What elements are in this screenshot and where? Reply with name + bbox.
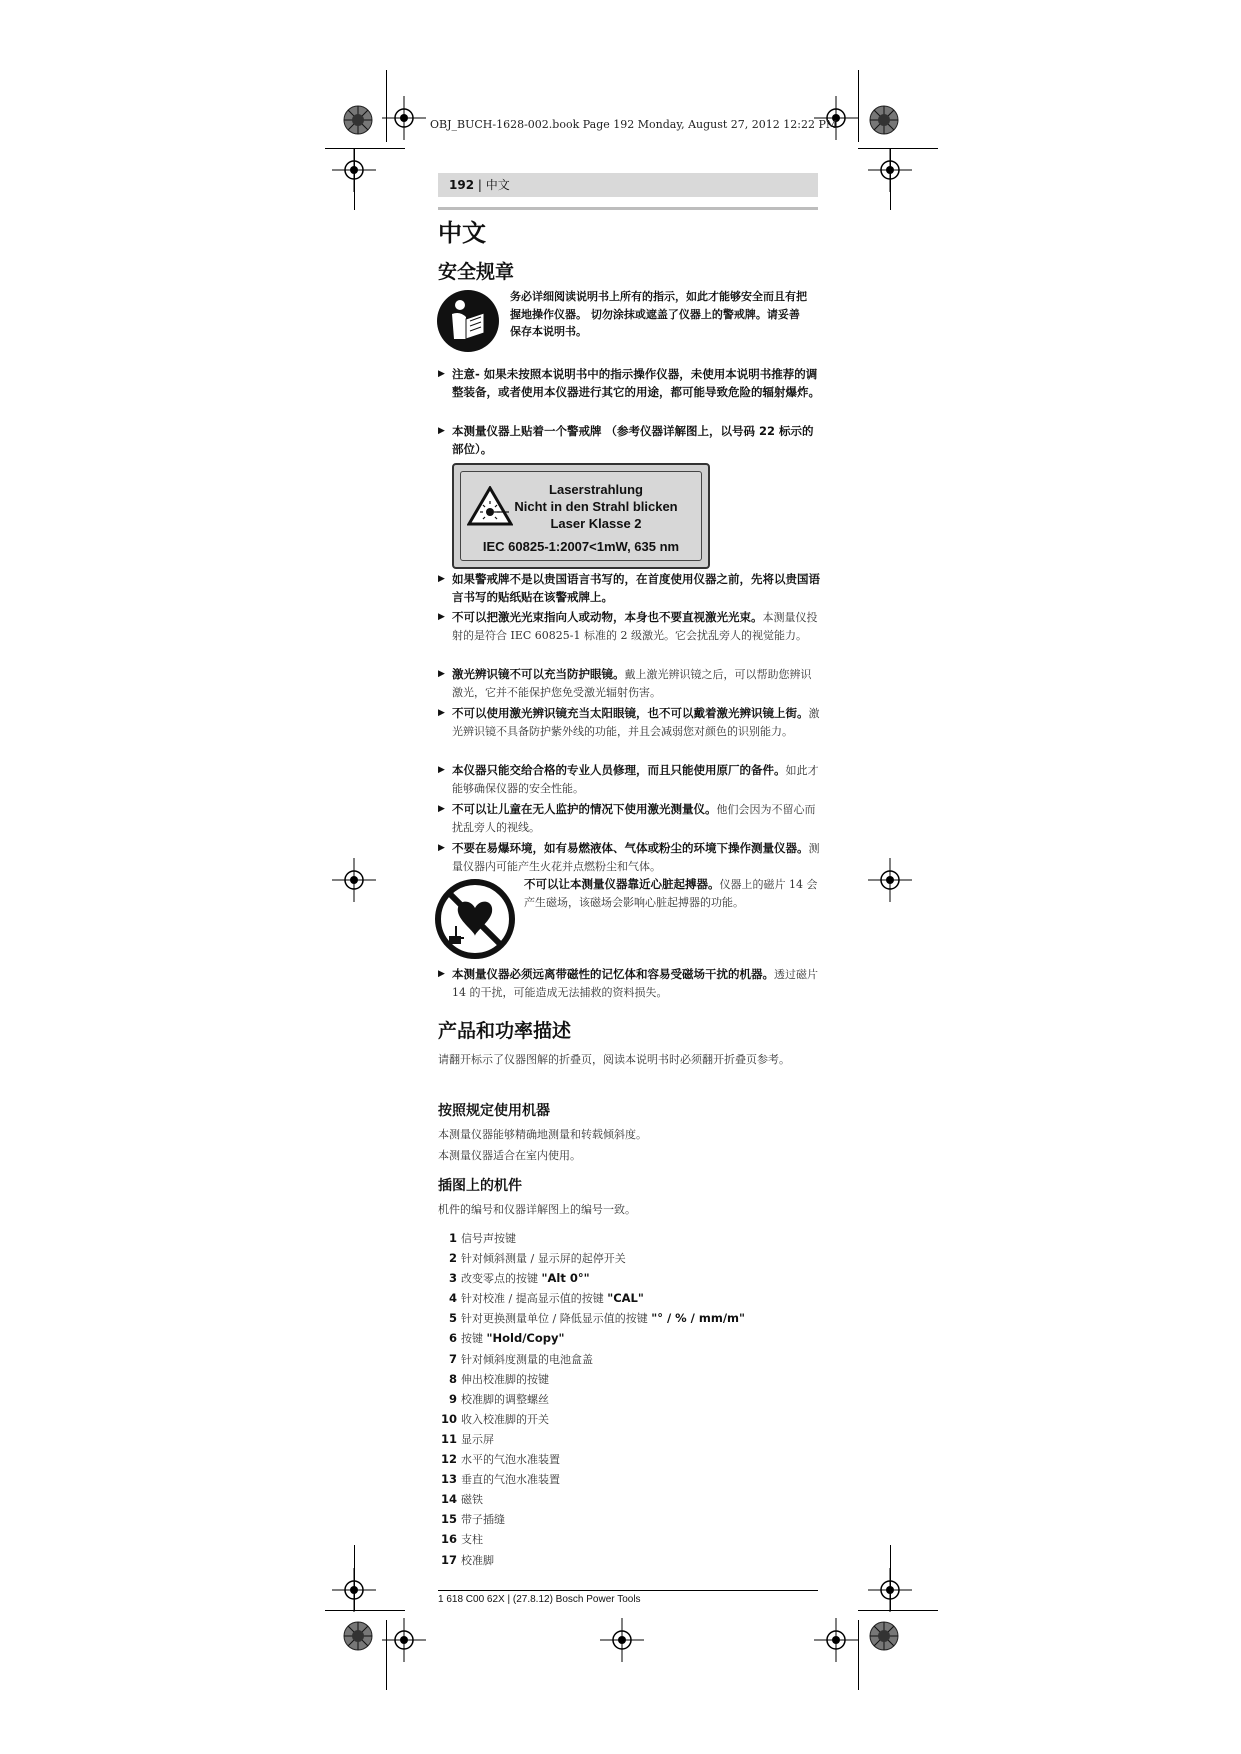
list-item (440, 1489, 745, 1509)
crosshair-icon (600, 1618, 644, 1662)
parts-list (440, 1228, 745, 1570)
part-key-label: "CAL" (607, 1291, 644, 1306)
arrow-icon: ▶ (438, 669, 445, 679)
parts-intro: 机件的编号和仪器详解图上的编号一致。 (438, 1203, 636, 1216)
part-number: 4 (448, 1291, 457, 1306)
part-key-label: "Alt 0°" (541, 1271, 590, 1286)
crosshair-icon (332, 1568, 376, 1612)
part-label: 按键 (461, 1332, 487, 1346)
part-number: 15 (440, 1512, 457, 1527)
part-number: 7 (448, 1351, 457, 1366)
part-label: 针对倾斜度测量的电池盒盖 (461, 1352, 593, 1366)
laser-warning-label: Laserstrahlung Nicht in den Strahl blicken Laser Klasse 2 IEC 60825-1:2007<1mW, 635 nm (452, 463, 710, 569)
list-item (440, 1409, 745, 1429)
crosshair-icon (382, 1618, 426, 1662)
safety-bullet: ▶ 本仪器只能交给合格的专业人员修理，而且只能使用原厂的备件。如此才能够确保仪器的安全性能。 (438, 763, 819, 795)
arrow-icon: ▶ (438, 369, 445, 379)
part-key-label: "Hold/Copy" (486, 1331, 565, 1346)
crosshair-icon (868, 1568, 912, 1612)
arrow-icon: ▶ (438, 708, 445, 718)
safety-bullet: ▶ 不可以把激光光束指向人或动物，本身也不要直视激光光束。本测量仪投射的是符合 IEC 60825-1 标准的 2 级激光。它会扰乱旁人的视觉能力。 (438, 610, 818, 642)
safety-bullet: ▶ 不可以让儿童在无人监护的情况下使用激光测量仪。他们会因为不留心而扰乱旁人的视线。 (438, 802, 816, 834)
part-number: 5 (448, 1311, 457, 1326)
list-item (440, 1349, 745, 1369)
page-title: 中文 (438, 219, 486, 247)
part-key-label: "° / % / mm/m" (651, 1311, 746, 1326)
part-number: 16 (440, 1532, 457, 1547)
arrow-icon: ▶ (438, 765, 445, 775)
page-number: 192 (449, 178, 475, 192)
safety-bullet: ▶ 注意- 如果未按照本说明书中的指示操作仪器，未使用本说明书推荐的调整装备，或者使用本仪器进行其它的用途，都可能导致危险的辐射爆炸。 (438, 367, 820, 399)
list-item (440, 1529, 745, 1549)
part-label: 针对校准 / 提高显示值的按键 (461, 1292, 608, 1306)
part-label: 磁铁 (461, 1493, 483, 1507)
part-label: 收入校准脚的开关 (461, 1412, 549, 1426)
pacemaker-warning: 不可以让本测量仪器靠近心脏起搏器。仪器上的磁片 14 会产生磁场，该磁场会影响心脏起搏器的功能。 (524, 877, 818, 909)
starburst-icon (344, 1622, 372, 1650)
list-item (440, 1429, 745, 1449)
safety-bullet: ▶ 本测量仪器上贴着一个警戒牌 （参考仪器详解图上，以号码 22 标示的部位）。 (438, 424, 814, 456)
arrow-icon: ▶ (438, 612, 445, 622)
page-header (438, 173, 818, 197)
arrow-icon: ▶ (438, 574, 445, 584)
part-number: 9 (448, 1391, 457, 1406)
part-label: 垂直的气泡水准装置 (461, 1473, 560, 1487)
list-item (440, 1228, 745, 1248)
list-item (440, 1509, 745, 1529)
part-label: 显示屏 (461, 1432, 494, 1446)
page-footer: 1 618 C00 62X | (27.8.12) Bosch Power Tools (438, 1594, 641, 1605)
crosshair-icon (868, 858, 912, 902)
part-label: 带子插缝 (461, 1513, 505, 1527)
part-label: 针对倾斜测量 / 显示屏的起停开关 (461, 1252, 626, 1266)
header-rule (438, 207, 818, 210)
part-number: 2 (448, 1251, 457, 1266)
safety-bullet: ▶ 不要在易爆环境，如有易燃液体、气体或粉尘的环境下操作测量仪器。测量仪器内可能产生火花并点燃粉尘和气体。 (438, 841, 820, 873)
product-intro: 请翻开标示了仪器图解的折叠页，阅读本说明书时必须翻开折叠页参考。 (438, 1053, 790, 1066)
footer-rule (438, 1590, 818, 1591)
part-number: 8 (448, 1371, 457, 1386)
crosshair-icon (868, 148, 912, 192)
list-item (440, 1248, 745, 1268)
safety-bullet: ▶ 激光辨识镜不可以充当防护眼镜。戴上激光辨识镜之后，可以帮助您辨识激光，它并不能保护您免受激光辐射伤害。 (438, 667, 812, 699)
part-number: 17 (440, 1552, 457, 1567)
part-label: 信号声按键 (461, 1232, 516, 1245)
part-number: 10 (440, 1411, 457, 1426)
intended-use-line: 本测量仪器适合在室内使用。 (438, 1149, 581, 1162)
part-number: 3 (448, 1271, 457, 1286)
part-label: 支柱 (461, 1533, 483, 1547)
safety-intro: 务必详细阅读说明书上所有的指示，如此才能够安全而且有把握地操作仪器。 切勿涂抹或遮盖了仪器上的警戒牌。请妥善保存本说明书。 (510, 290, 807, 338)
safety-bullet: ▶ 本测量仪器必须远离带磁性的记忆体和容易受磁场干扰的机器。透过磁片 14 的干扰，可能造成无法捕救的资料损失。 (438, 967, 818, 999)
arrow-icon: ▶ (438, 969, 445, 979)
starburst-icon (344, 106, 372, 134)
crosshair-icon (332, 148, 376, 192)
intended-use-heading: 按照规定使用机器 (438, 1103, 550, 1119)
list-item (440, 1328, 745, 1348)
crosshair-icon (332, 858, 376, 902)
list-item (440, 1369, 745, 1389)
book-info-line: OBJ_BUCH-1628-002.book Page 192 Monday, August 27, 2012 12:22 PM (430, 118, 838, 131)
read-manual-icon (436, 289, 500, 353)
part-label: 水平的气泡水准装置 (461, 1453, 560, 1467)
part-number: 6 (448, 1331, 457, 1346)
list-item (440, 1449, 745, 1469)
header-separator: | (474, 178, 486, 192)
part-number: 12 (440, 1452, 457, 1467)
list-item (440, 1469, 745, 1489)
part-label: 校准脚的调整螺丝 (461, 1392, 549, 1406)
starburst-icon (870, 1622, 898, 1650)
part-label: 伸出校准脚的按键 (461, 1372, 549, 1386)
crosshair-icon (814, 1618, 858, 1662)
safety-bullet: ▶ 不可以使用激光辨识镜充当太阳眼镜，也不可以戴着激光辨识镜上街。激光辨识镜不具备防护紫外线的功能，并且会减弱您对颜色的识别能力。 (438, 706, 820, 738)
list-item (440, 1389, 745, 1409)
list-item (440, 1268, 745, 1288)
part-number: 13 (440, 1472, 457, 1487)
safety-heading: 安全规章 (438, 261, 515, 283)
pacemaker-prohibited-icon (434, 878, 516, 960)
part-number: 14 (440, 1492, 457, 1507)
arrow-icon: ▶ (438, 804, 445, 814)
part-label: 校准脚 (461, 1553, 494, 1567)
list-item (440, 1308, 745, 1328)
safety-bullet: ▶ 如果警戒牌不是以贵国语言书写的，在首度使用仪器之前，先将以贵国语言书写的贴纸贴在该警戒牌上。 (438, 572, 820, 604)
list-item (440, 1288, 745, 1308)
crosshair-icon (382, 96, 426, 140)
product-heading: 产品和功率描述 (438, 1020, 572, 1042)
list-item (440, 1550, 745, 1570)
starburst-icon (870, 106, 898, 134)
arrow-icon: ▶ (438, 843, 445, 853)
arrow-icon: ▶ (438, 426, 445, 436)
part-number: 1 (448, 1231, 457, 1245)
header-section: 中文 (485, 178, 510, 192)
part-label: 针对更换测量单位 / 降低显示值的按键 (461, 1312, 652, 1326)
part-number: 11 (440, 1431, 457, 1446)
part-label: 改变零点的按键 (461, 1272, 542, 1286)
parts-heading: 插图上的机件 (438, 1178, 522, 1194)
intended-use-line: 本测量仪器能够精确地测量和转载倾斜度。 (438, 1128, 647, 1141)
